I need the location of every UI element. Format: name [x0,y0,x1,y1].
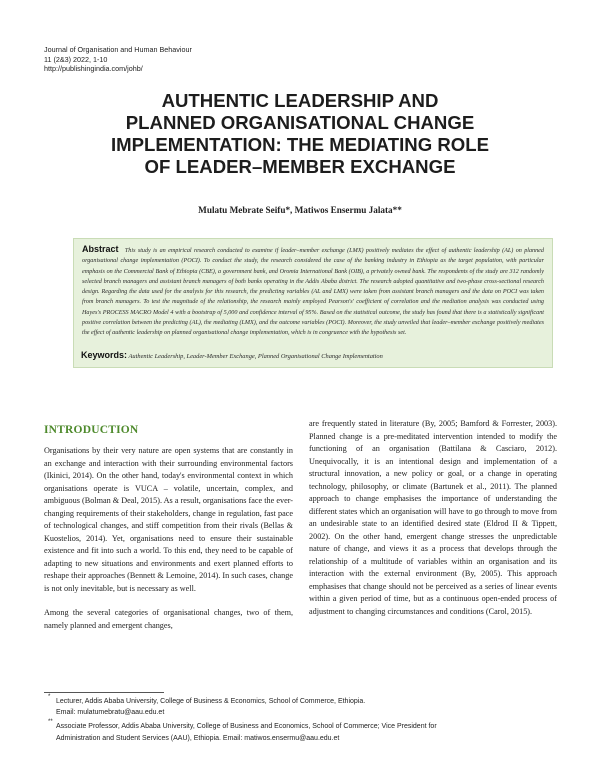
footnote-mark: * [48,694,51,700]
footnotes [44,696,564,744]
title-line-3: IMPLEMENTATION: THE MEDIATING ROLE [110,134,490,155]
footnote-line: Associate Professor, Addis Ababa University, College of Business and Economics, School of Commerce; Vice President for [56,723,437,731]
section-heading: INTRODUCTION [44,424,139,436]
left-column [44,445,293,632]
footnote [44,721,564,743]
keywords-text: Authentic Leadership, Leader-Member Exchange, Planned Organisational Change Implementation [128,353,383,360]
authors: Mulatu Mebrate Seifu*, Matiwos Ensermu Jalata** [198,205,402,215]
title-line-2: PLANNED ORGANISATIONAL CHANGE [125,112,475,133]
right-column [309,418,557,618]
footnote-rule [44,692,164,693]
journal-header [44,45,192,74]
keywords-label: Keywords: [81,350,128,360]
intro-paragraph-2: Among the several categories of organisational changes, two of them, namely planned and emergent changes, [44,608,293,630]
keywords [81,350,383,360]
journal-name: Journal of Organisation and Human Behaviour [44,45,192,54]
abstract-box [73,238,553,368]
footnote-email: Administration and Student Services (AAU), Ethiopia. Email: matiwos.ensermu@aau.edu.et [56,734,340,742]
intro-paragraph-3: are frequently stated in literature (By, 2005; Bamford & Forrester, 2003). Planned change is a pre-meditated intervention intended to modify the functioning of an organisation (Battilana & Casciaro, 2012). Unequivocally, it is an intentional design and implementation of a structural innovation, a new policy or goal, or a change in operating technology, philosophy, or climate (Bartunek et al., 2011). The planned approach to change emphasises the importance of understanding the different states which an organisation will have to go through to move from an undesirable state to an identified desired state (Eldrod II & Tippett, 2002). On the other hand, emergent change stresses the unpredictable nature of change, and views it as a process that develops through the relationship of a multitude of variables within an organisation and its interaction with the external environment (By, 2005). This approach emphasises that change should not be perceived as a series of linear events within a given period of time, but as a continuous open-ended process of adjustment to changing circumstances and conditions (Carol, 2015). [309,419,557,616]
footnote-mark: ** [48,719,53,726]
journal-issue: 11 (2&3) 2022, 1-10 [44,54,108,64]
abstract-label: Abstract [82,244,119,254]
title-line-4: OF LEADER–MEMBER EXCHANGE [144,156,456,177]
intro-paragraph-1: Organisations by their very nature are open systems that are constantly in an exchange and interaction with their surrounding environmental factors (Ikinici, 2014). On the other hand, today's environmental context in which organisations operate is VUCA – volatile, uncertain, complex, and ambiguous (Bolman & Deal, 2015). As a result, organisations face the ever-changing requirements of their stakeholders, change in regulation, fast pace of technological changes, and stiff competition from their rivals (Bellas & Kuostelios, 2014). Yet, organisations need to ensure their sustainable existence and fit into such a world. To this end, they need to be capable of adapting to new situations and environments and exert planned efforts to reshape their approaches (Bennett & Lemoine, 2014). In such cases, change is not only inevitable, but is necessary as well. [44,446,293,593]
footnote [44,696,564,718]
abstract-body [82,244,544,338]
footnote-line: Lecturer, Addis Ababa University, College of Business & Economics, School of Commerce, Ethiopia. [56,698,366,705]
journal-url[interactable]: http://publishingindia.com/johb/ [44,64,143,74]
title-line-1: AUTHENTIC LEADERSHIP AND [161,90,439,111]
footnote-email: Email: mulatumebratu@aau.edu.et [56,709,165,717]
abstract-text: This study is an empirical research conducted to examine if leader–member exchange (LMX) positively mediates the effect of authentic leadership (AL) on planned organisational change implementation (POCI). To conduct the study, the research considered the case of the banking industry in Ethiopia as the target population, with particular emphasis on the Commercial Bank of Ethiopia (CBE), a government bank, and Oromia International Bank (OIB), a privately owned bank. The respondents of the study are 312 randomly selected branch managers and assistant branch managers of both banks operating in the Addis Ababa district. The research adopted quantitative and two-phase cross-sectional research design. Regarding the data used for the analysis for this research, the predicting variables (AL and LMX) were taken from assistant branch managers and the data on POCI was taken from branch managers. To test the magnitude of the relationship, the research mainly employed Pearson's' coefficient of correlation and the mediation analysis was conducted using Hayes's PROCESS MACRO Model 4 with a bootstrap of 5,000 and confidence interval of 95%. Based on the statistical outcome, the study has found that there is a statistically significant positive correlation between the predicting (AL), the mediating (LMX), and the outcome variables (POCI). Moreover, the study unveiled that leader–member exchange positively mediates the effect of authentic leadership on planned organisational change implementation, which is in congruence with the hypothesis set. [82,248,544,336]
paper-title [40,90,560,178]
